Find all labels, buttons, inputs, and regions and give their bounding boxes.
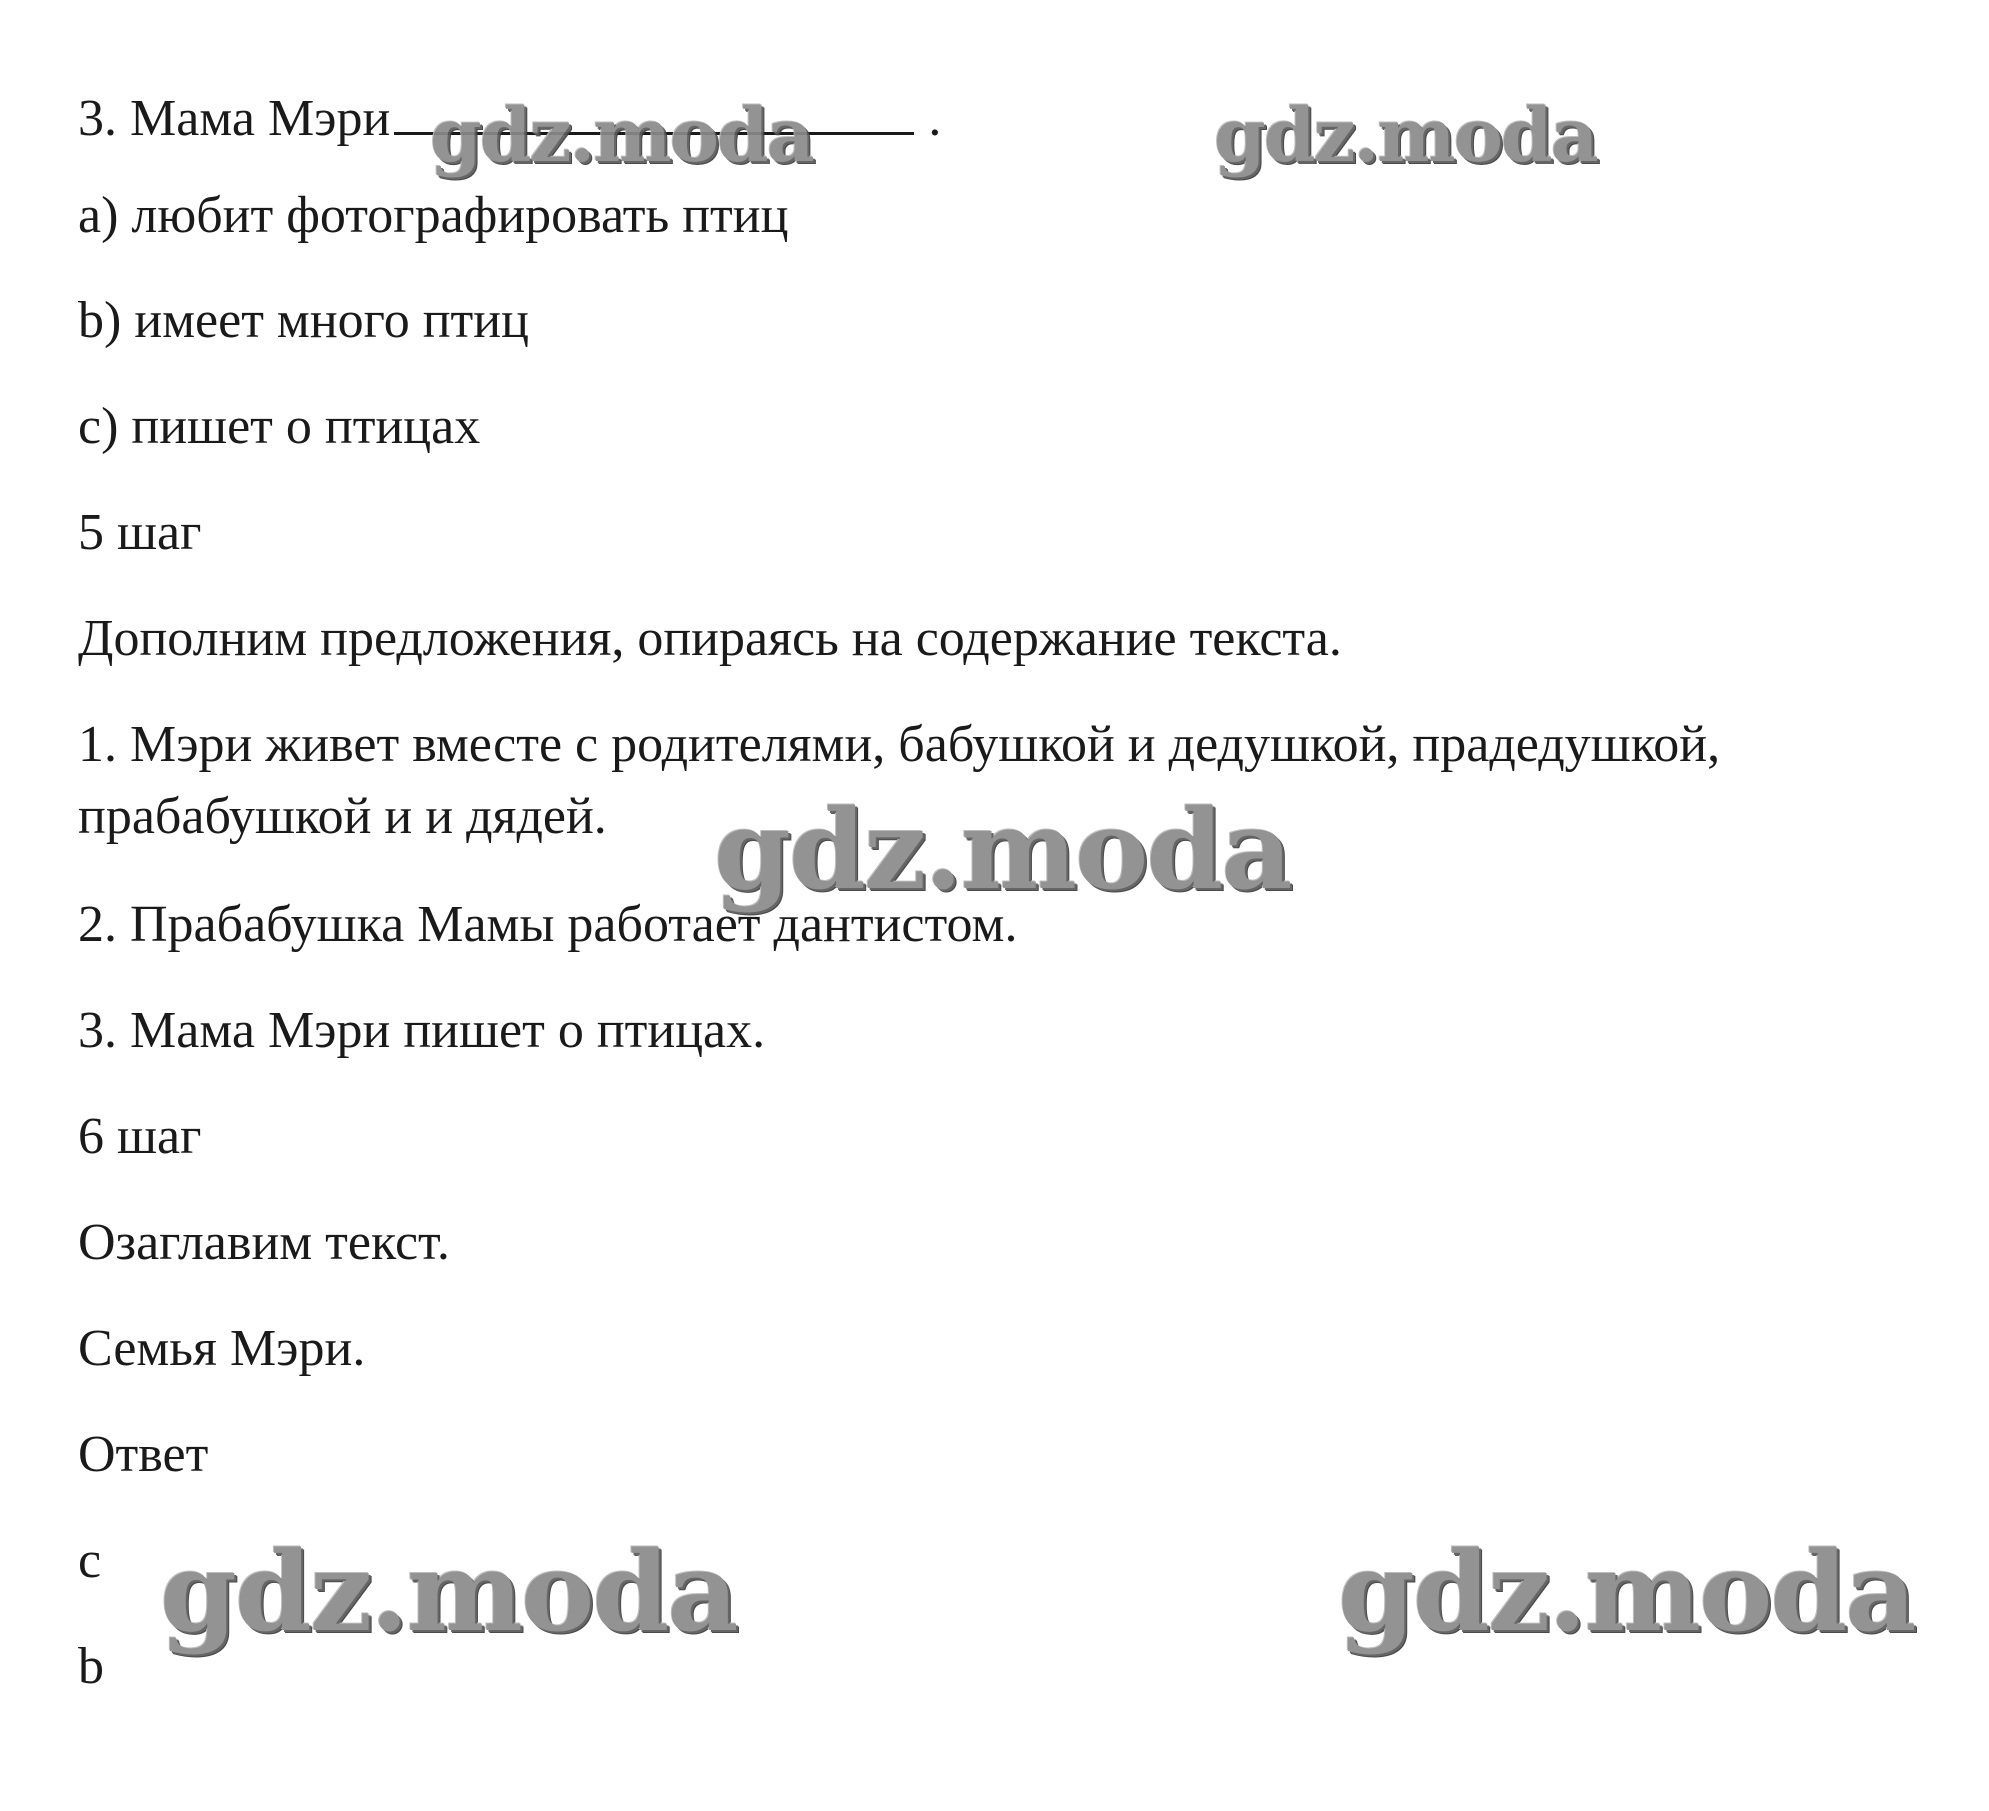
answer-c: c	[78, 1532, 102, 1589]
answer-sentence-3: 3. Мама Мэри пишет о птицах.	[78, 1002, 766, 1059]
answer-sentence-1: 1. Мэри живет вместе с родителями, бабушкой и дедушкой, прадедушкой, прабабушкой и и дядей.	[78, 716, 1721, 845]
watermark: gdz.moda	[1214, 93, 1597, 179]
option-a: a) любит фотографировать птиц	[78, 187, 789, 244]
watermark: gdz.moda	[714, 785, 1291, 914]
step-6-heading: 6 шаг	[78, 1108, 202, 1165]
answer-sentence-2: 2. Прабабушка Мамы работает дантистом.	[78, 896, 1018, 953]
step-6-task: Озаглавим текст.	[78, 1214, 450, 1271]
option-c: c) пишет о птицах	[78, 398, 481, 455]
watermark: gdz.moda	[430, 93, 813, 179]
step-5-task: Дополним предложения, опираясь на содержание текста.	[78, 610, 1342, 667]
step-5-heading: 5 шаг	[78, 504, 202, 561]
watermark: gdz.moda	[160, 1527, 737, 1656]
answer-b: b	[78, 1638, 104, 1695]
question-3-dot: .	[928, 90, 942, 147]
watermark: gdz.moda	[1338, 1527, 1915, 1656]
option-b: b) имеет много птиц	[78, 292, 529, 349]
text-title-answer: Семья Мэри.	[78, 1320, 366, 1377]
answer-label: Ответ	[78, 1426, 209, 1483]
question-3-prefix: 3. Мама Мэри	[78, 90, 391, 147]
